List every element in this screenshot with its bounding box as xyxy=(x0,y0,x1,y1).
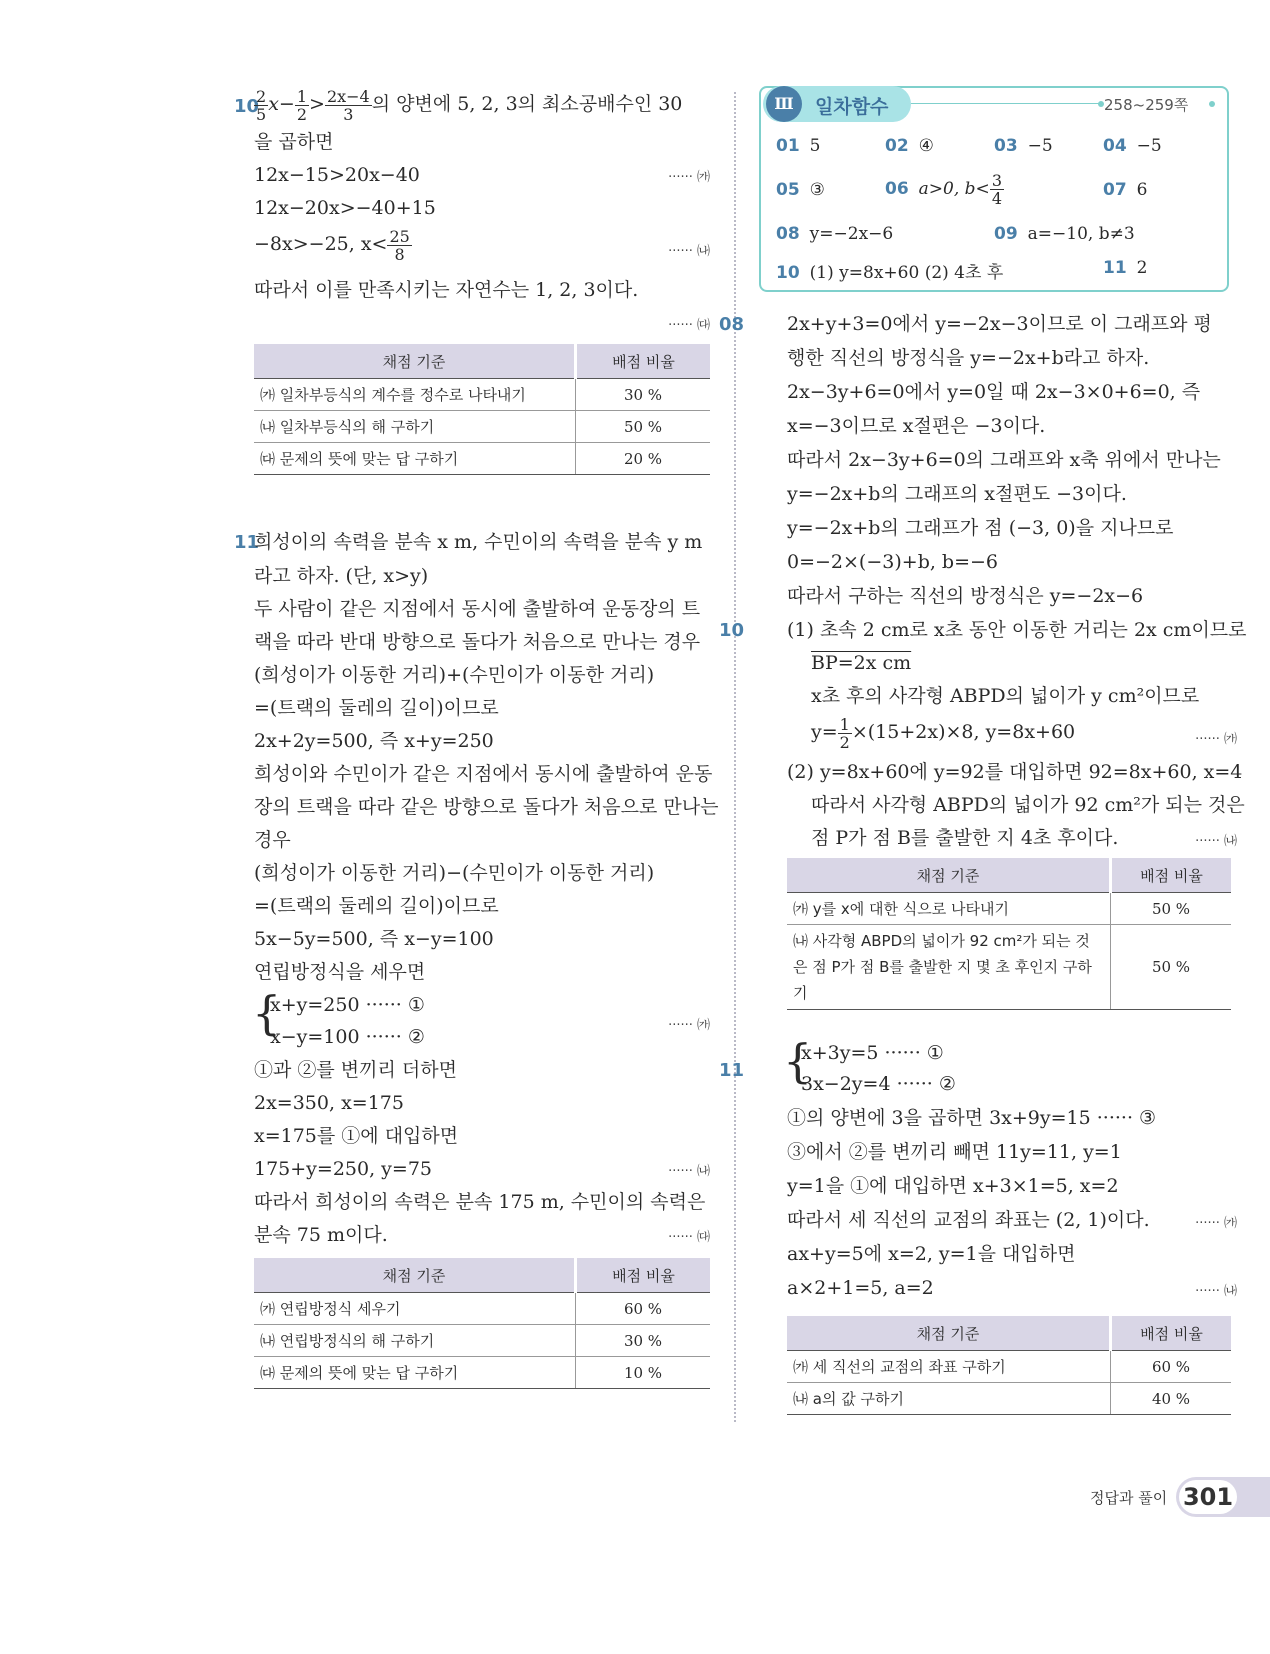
problem-10-line-4: 12x−20x>−40+15 xyxy=(254,197,436,219)
fraction: $\frac{1}{2}$ xyxy=(296,86,308,124)
fraction: $\frac{3}{4}$ xyxy=(991,171,1002,208)
problem-11-line: ③에서 ②를 변끼리 빼면 11y=11, y=1 xyxy=(787,1141,1122,1163)
table-header: 배점 비율 xyxy=(576,344,711,379)
table-header: 채점 기준 xyxy=(254,344,576,379)
problem-11-line: 따라서 세 직선의 교점의 좌표는 (2, 1)이다. xyxy=(787,1209,1150,1231)
problem-11-line: 희성이의 속력을 분속 x m, 수민이의 속력을 분속 y m xyxy=(254,531,703,553)
table-header: 배점 비율 xyxy=(1111,1316,1232,1351)
table-row: ㈎ 일차부등식의 계수를 정수로 나타내기 30 % xyxy=(254,379,710,411)
fraction: $\frac{2}{5}$ xyxy=(256,86,267,124)
answer-04: 04 −5 xyxy=(1103,136,1162,156)
problem-08-line: 따라서 2x−3y+6=0의 그래프와 x축 위에서 만나는 xyxy=(787,449,1221,471)
problem-11-line: 경우 xyxy=(254,829,291,851)
answer-08: 08 y=−2x−6 xyxy=(776,224,894,244)
problem-08-line: y=−2x+b의 그래프가 점 (−3, 0)을 지나므로 xyxy=(787,517,1174,539)
step-marker: ······ ㈎ xyxy=(668,170,710,185)
scoring-table-left-11 xyxy=(254,1258,710,1389)
table-header: 배점 비율 xyxy=(576,1258,711,1293)
problem-11-line: ax+y=5에 x=2, y=1을 대입하면 xyxy=(787,1243,1076,1265)
problem-11-line: 장의 트랙을 따라 같은 방향으로 돌다가 처음으로 만나는 xyxy=(254,796,719,818)
step-marker: ······ ㈏ xyxy=(1195,834,1237,849)
problem-11-line: 라고 하자. (단, x>y) xyxy=(254,565,429,587)
problem-11-line: =(트랙의 둘레의 길이)이므로 xyxy=(254,895,499,917)
scoring-table-right-11 xyxy=(787,1316,1231,1415)
answer-06: 06 a>0, b< $\frac{3}{4}$ xyxy=(885,171,1002,208)
table-header: 채점 기준 xyxy=(254,1258,576,1293)
column-divider xyxy=(734,92,736,1422)
chapter-title: 일차함수 xyxy=(815,96,889,118)
problem-08-line: 0=−2×(−3)+b, b=−6 xyxy=(787,551,999,573)
step-marker: ······ ㈎ xyxy=(1195,1216,1237,1231)
system-equation-1: x+y=250 ······ ① xyxy=(270,994,425,1016)
problem-08-line: 2x−3y+6=0에서 y=0일 때 2x−3×0+6=0, 즉 xyxy=(787,381,1201,403)
problem-08-line: x=−3이므로 x절편은 −3이다. xyxy=(787,415,1046,437)
problem-10-line: (2) y=8x+60에 y=92를 대입하면 92=8x+60, x=4 xyxy=(787,761,1243,783)
problem-08-line: y=−2x+b의 그래프의 x절편도 −3이다. xyxy=(787,483,1127,505)
step-marker: ······ ㈐ xyxy=(668,1230,710,1245)
footer-label: 정답과 풀이 xyxy=(1090,1489,1168,1507)
table-row: ㈏ a의 값 구하기 40 % xyxy=(787,1383,1231,1415)
problem-11-line: 따라서 희성이의 속력은 분속 175 m, 수민이의 속력은 xyxy=(254,1191,706,1213)
table-row: ㈎ 세 직선의 교점의 좌표 구하기 60 % xyxy=(787,1351,1231,1383)
problem-11-line: 랙을 따라 반대 방향으로 돌다가 처음으로 만나는 경우 xyxy=(254,631,701,653)
answer-11: 11 2 xyxy=(1103,258,1148,278)
problem-08-line: 2x+y+3=0에서 y=−2x−3이므로 이 그래프와 평 xyxy=(787,313,1212,335)
system-equation-1: x+3y=5 ······ ① xyxy=(801,1042,944,1064)
table-row: ㈐ 문제의 뜻에 맞는 답 구하기 10 % xyxy=(254,1357,710,1389)
problem-11-line: (희성이가 이동한 거리)+(수민이가 이동한 거리) xyxy=(254,664,655,686)
problem-11-line: y=1을 ①에 대입하면 x+3×1=5, x=2 xyxy=(787,1175,1119,1197)
problem-11-line: ①과 ②를 변끼리 더하면 xyxy=(254,1059,457,1081)
answer-03: 03 −5 xyxy=(994,136,1053,156)
problem-10-line-2: 을 곱하면 xyxy=(254,131,334,153)
problem-11-line: 분속 75 m이다. xyxy=(254,1224,388,1246)
answer-10: 10 (1) y=8x+60 (2) 4초 후 xyxy=(776,263,1004,283)
table-row: ㈏ 일차부등식의 해 구하기 50 % xyxy=(254,411,710,443)
system-brace: { xyxy=(252,986,282,1040)
chapter-pages: 258~259쪽 xyxy=(1104,96,1189,114)
problem-11-line: 5x−5y=500, 즉 x−y=100 xyxy=(254,928,494,950)
page-number: 301 xyxy=(1179,1480,1237,1514)
problem-10-line: (1) 초속 2 cm로 x초 동안 이동한 거리는 2x cm이므로 xyxy=(787,619,1247,641)
table-header: 채점 기준 xyxy=(787,858,1111,893)
problem-11-line: 175+y=250, y=75 xyxy=(254,1158,433,1180)
scoring-table-right-10 xyxy=(787,858,1231,1010)
table-header: 배점 비율 xyxy=(1111,858,1232,893)
step-marker: ······ ㈐ xyxy=(668,318,710,333)
problem-number-08: 08 xyxy=(719,314,745,335)
problem-11-line: 두 사람이 같은 지점에서 동시에 출발하여 운동장의 트 xyxy=(254,598,701,620)
problem-10-line: BP=2x cm xyxy=(811,652,912,674)
problem-number-11: 11 xyxy=(719,1060,745,1081)
problem-10-line: x초 후의 사각형 ABPD의 넓이가 y cm²이므로 xyxy=(811,685,1200,707)
step-marker: ······ ㈏ xyxy=(668,244,710,259)
problem-10-line: y= $\frac{1}{2}$ ×(15+2x)×8, y=8x+60 xyxy=(811,714,1076,752)
chapter-numeral: Ⅲ xyxy=(766,86,802,122)
rule-dot xyxy=(1209,101,1215,107)
table-header: 채점 기준 xyxy=(787,1316,1111,1351)
fraction: $\frac{1}{2}$ xyxy=(839,714,850,752)
scoring-table-left-10 xyxy=(254,344,710,475)
table-row: ㈎ 연립방정식 세우기 60 % xyxy=(254,1293,710,1325)
step-marker: ······ ㈏ xyxy=(1195,1284,1237,1299)
table-row: ㈎ y를 x에 대한 식으로 나타내기 50 % xyxy=(787,893,1231,925)
table-row: ㈐ 문제의 뜻에 맞는 답 구하기 20 % xyxy=(254,443,710,475)
problem-11-line: ①의 양변에 3을 곱하면 3x+9y=15 ······ ③ xyxy=(787,1107,1157,1129)
problem-08-line: 행한 직선의 방정식을 y=−2x+b라고 하자. xyxy=(787,347,1150,369)
fraction: $\frac{25}{8}$ xyxy=(389,226,410,264)
problem-11-line: 연립방정식을 세우면 xyxy=(254,961,426,983)
problem-10-line-1: $\frac{2}{5}$ x− $\frac{1}{2}$ > $\frac{2x-4}{3}$ 의 양변에 5, 2, 3의 최소공배수인 30 xyxy=(256,86,683,124)
problem-11-line: a×2+1=5, a=2 xyxy=(787,1277,934,1299)
problem-11-line: 희성이와 수민이가 같은 지점에서 동시에 출발하여 운동 xyxy=(254,763,713,785)
answer-09: 09 a=−10, b≠3 xyxy=(994,224,1135,244)
chapter-rule xyxy=(911,103,1101,104)
problem-10-line: 점 P가 점 B를 출발한 지 4초 후이다. xyxy=(811,827,1119,849)
problem-number-10: 10 xyxy=(234,96,260,117)
problem-11-line: =(트랙의 둘레의 길이)이므로 xyxy=(254,697,499,719)
problem-10-line-5: −8x>−25, x< $\frac{25}{8}$ xyxy=(254,226,410,264)
problem-11-line: 2x+2y=500, 즉 x+y=250 xyxy=(254,730,494,752)
answer-01: 01 5 xyxy=(776,136,821,156)
step-marker: ······ ㈎ xyxy=(668,1018,710,1033)
answer-05: 05 ③ xyxy=(776,180,825,200)
problem-08-line: 따라서 구하는 직선의 방정식은 y=−2x−6 xyxy=(787,585,1144,607)
system-brace: { xyxy=(783,1034,813,1088)
answer-07: 07 6 xyxy=(1103,180,1148,200)
step-marker: ······ ㈎ xyxy=(1195,732,1237,747)
problem-number-11: 11 xyxy=(234,532,260,553)
problem-number-10: 10 xyxy=(719,620,745,641)
problem-10-line-3: 12x−15>20x−40 xyxy=(254,164,420,186)
step-marker: ······ ㈏ xyxy=(668,1164,710,1179)
table-row: ㈏ 연립방정식의 해 구하기 30 % xyxy=(254,1325,710,1357)
problem-10-line: 따라서 사각형 ABPD의 넓이가 92 cm²가 되는 것은 xyxy=(811,794,1245,816)
system-equation-2: x−y=100 ······ ② xyxy=(270,1026,425,1048)
fraction: $\frac{2x-4}{3}$ xyxy=(326,86,370,124)
table-row: ㈏ 사각형 ABPD의 넓이가 92 cm²가 되는 것은 점 P가 점 B를 출발한 지 몇 초 후인지 구하기 50 % xyxy=(787,925,1231,1010)
answer-02: 02 ④ xyxy=(885,136,934,156)
problem-10-line-6: 따라서 이를 만족시키는 자연수는 1, 2, 3이다. xyxy=(254,279,639,301)
problem-11-line: 2x=350, x=175 xyxy=(254,1092,404,1114)
system-equation-2: 3x−2y=4 ······ ② xyxy=(801,1073,956,1095)
problem-11-line: (희성이가 이동한 거리)−(수민이가 이동한 거리) xyxy=(254,862,655,884)
problem-11-line: x=175를 ①에 대입하면 xyxy=(254,1125,459,1147)
